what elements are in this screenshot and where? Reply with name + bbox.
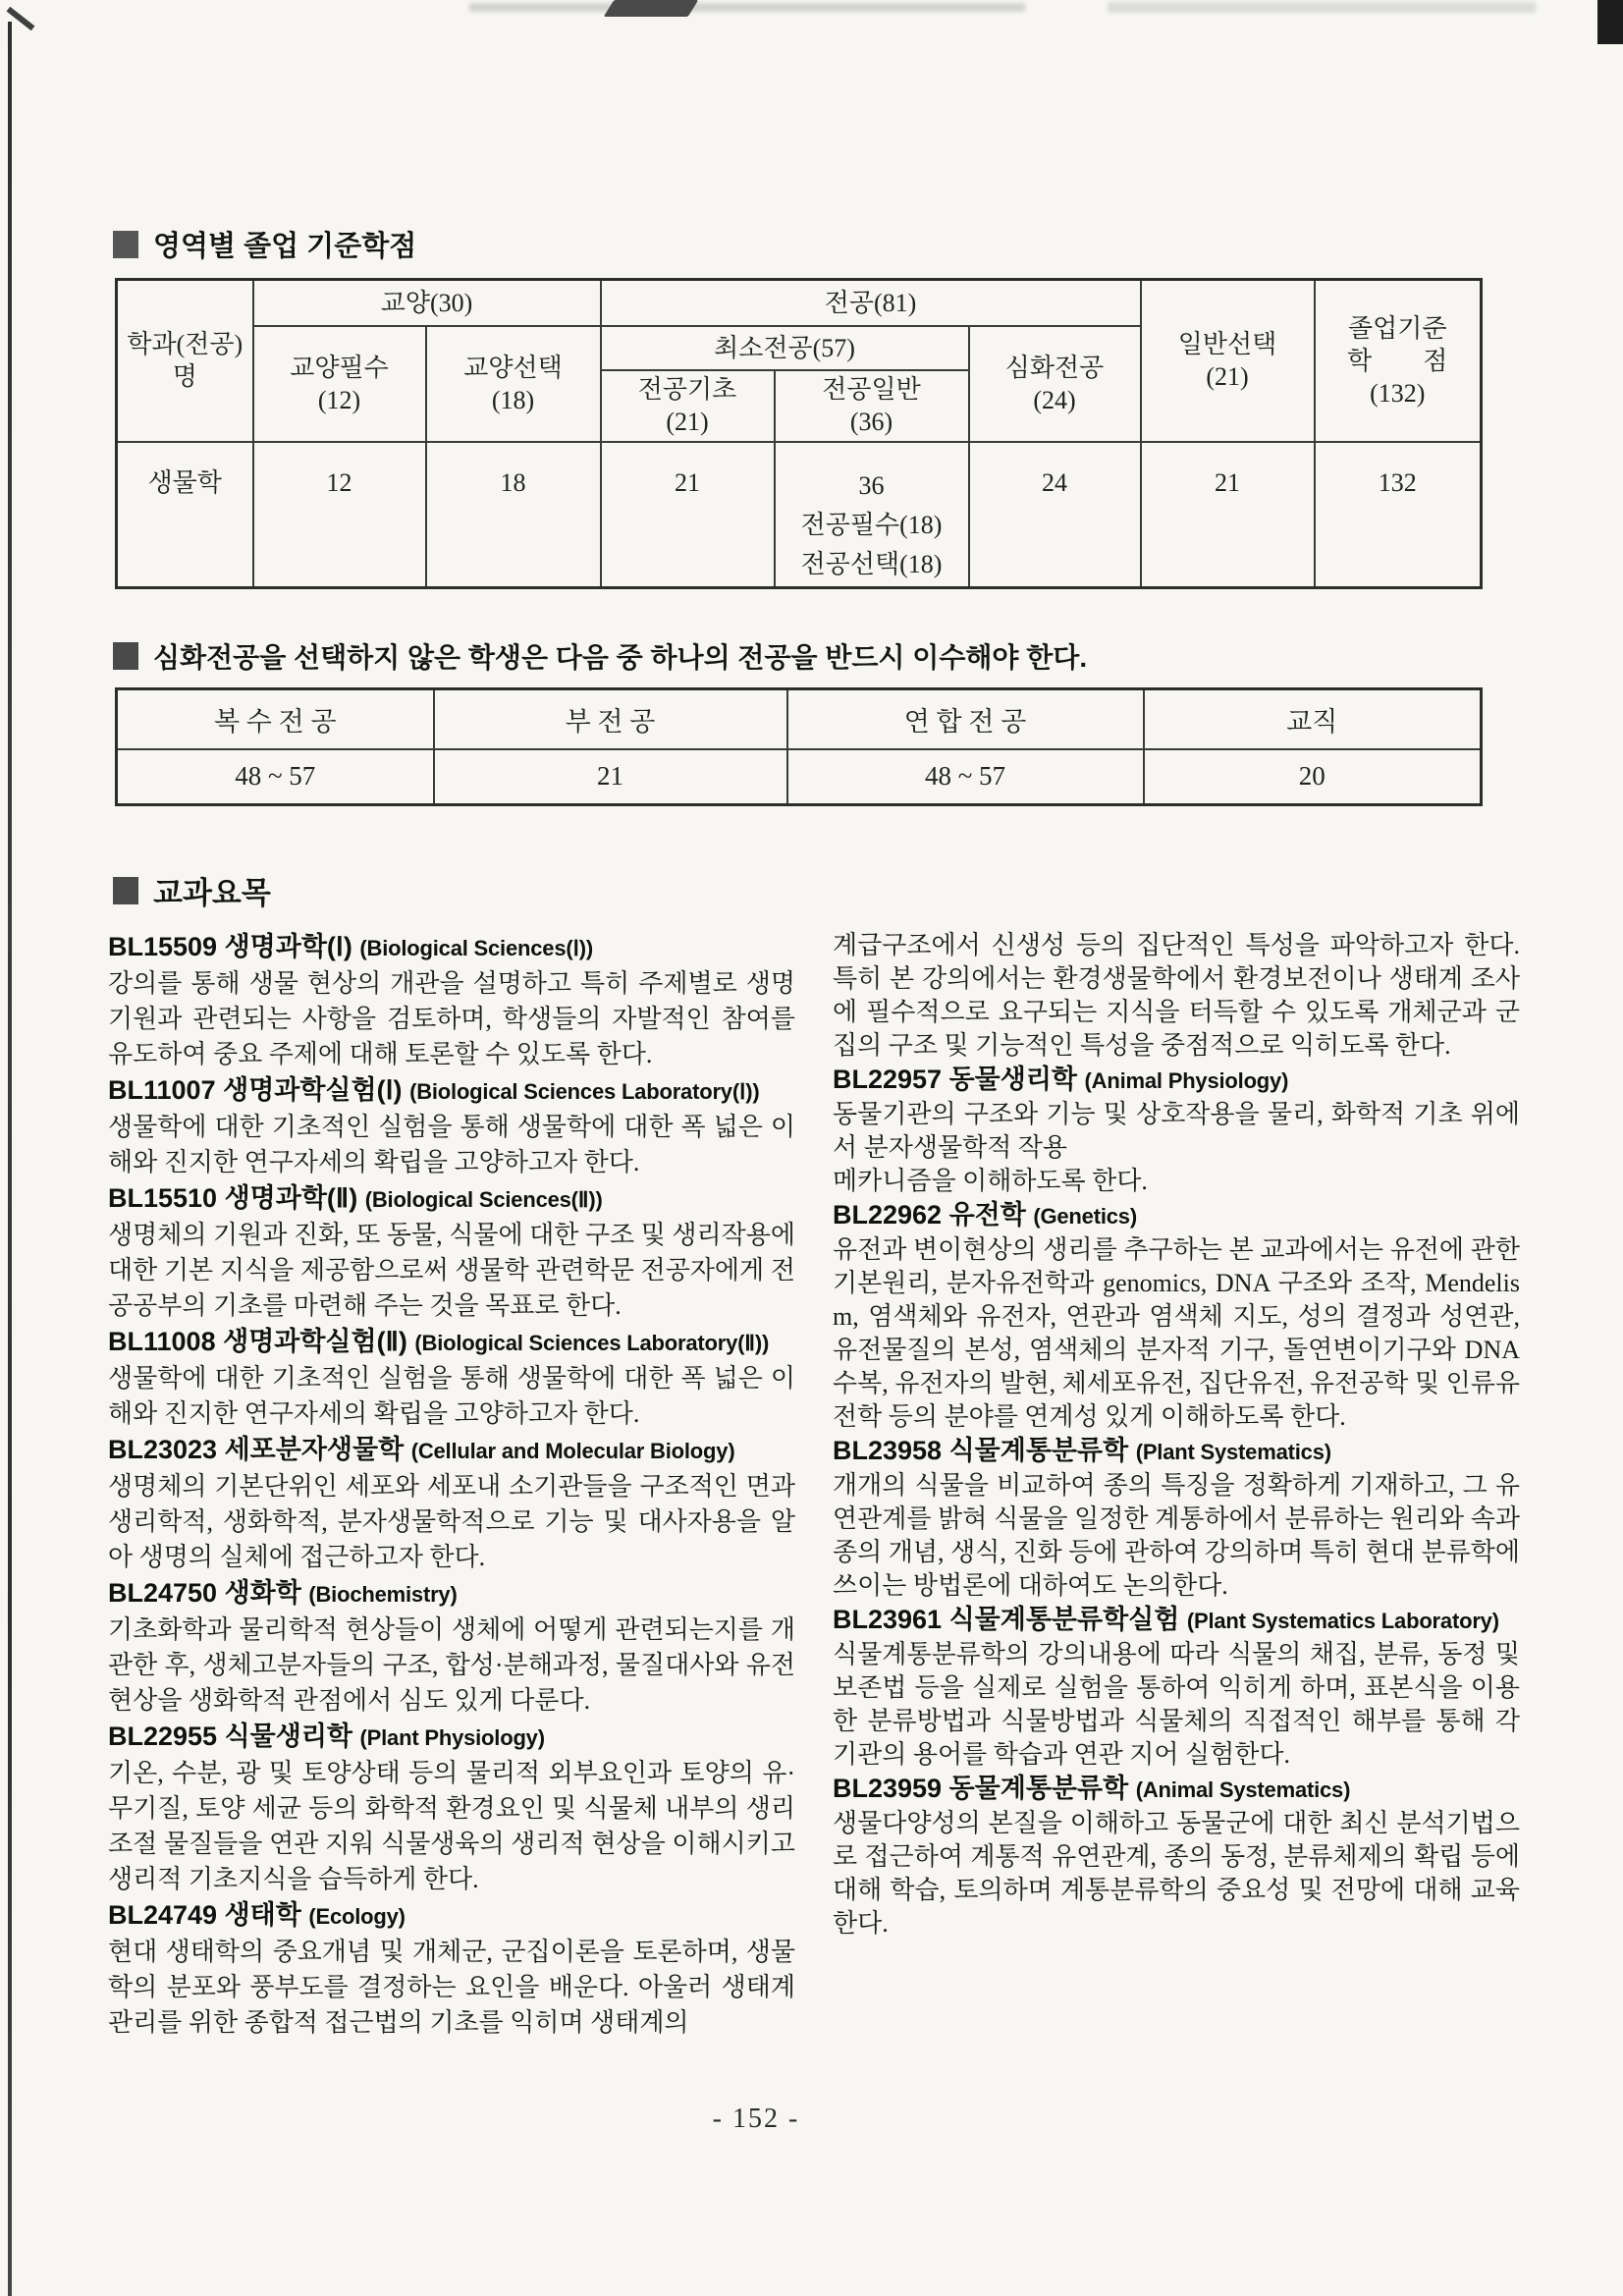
square-bullet-icon: [113, 642, 138, 670]
scan-corner-mark: [1597, 0, 1623, 44]
th-liberal-required-credits: (12): [317, 385, 361, 414]
course-title: [108, 1180, 795, 1218]
th-dept: 학과(전공)명: [117, 280, 253, 442]
course-name-en: (Biological Sciences(Ⅱ)): [364, 1187, 603, 1212]
th-double-major: 복 수 전 공: [117, 689, 434, 749]
cell-major-general: [775, 442, 969, 588]
course-item: [833, 1434, 1520, 1603]
course-code: BL22962: [833, 1200, 943, 1230]
scan-smudge-band: [1108, 2, 1536, 13]
course-description: 현대 생태학의 중요개념 및 개체군, 군집이론을 토론하며, 생물학의 분포와 풍부도를 결정하는 요인을 배운다. 아울러 생태계 관리를 위한 종합적 접근법의 기초를 익히며 생태계의: [108, 1938, 795, 2037]
course-title: [108, 1719, 795, 1756]
section-heading-courses: [113, 868, 271, 912]
section-heading-credits-text: 영역별 졸업 기준학점: [153, 231, 417, 262]
course-description: 개개의 식물을 비교하여 종의 특징을 정확하게 기재하고, 그 유연관계를 밝혀 식물을 일정한 계통하에서 분류하는 원리와 속과 종의 개념, 생식, 진화 등에 관하여 강의하며 특히 현대 분류학에 쓰이는 방법론에 대하여도 논의한다.: [833, 1471, 1520, 1600]
th-graduation-credits: (132): [1370, 378, 1426, 408]
cell-major-general-required: 전공필수(18): [800, 510, 943, 539]
credits-table: [115, 278, 1483, 589]
th-general-elective: [1141, 280, 1315, 442]
section-heading-courses-text: 교과요목: [153, 876, 271, 910]
cell-liberal-elective: 18: [426, 442, 601, 588]
table-row: [117, 749, 1482, 805]
course-description: 메카니즘을 이해하도록 한다.: [833, 1167, 1148, 1195]
course-description: 동물기관의 구조와 기능 및 상호작용을 물리, 화학적 기초 위에서 분자생물학적 작용: [833, 1100, 1520, 1162]
cell-minor: 21: [434, 749, 787, 805]
course-description: 생명체의 기원과 진화, 또 동물, 식물에 대한 구조 및 생리작용에 대한 기본 지식을 제공함으로써 생물학 관련학문 전공자에게 전공공부의 기초를 마련해 주는 것을 목표로 한다.: [108, 1221, 795, 1320]
course-description-continuation: 계급구조에서 신생성 등의 집단적인 특성을 파악하고자 한다. 특히 본 강의에서는 환경생물학에서 환경보전이나 생태계 조사에 필수적으로 요구되는 지식을 터득할 수 있도록 개체군과 군집의 구조 및 기능적인 특성을 중점적으로 익히도록 한다.: [833, 931, 1520, 1060]
course-item: [108, 1180, 795, 1324]
course-title: [833, 1772, 1520, 1807]
square-bullet-icon: [113, 877, 138, 904]
course-description: 강의를 통해 생물 현상의 개관을 설명하고 특히 주제별로 생명기원과 관련되는 사항을 검토하며, 학생들의 자발적인 참여를 유도하여 중요 주제에 대해 토론할 수 있도록 한다.: [108, 969, 795, 1068]
th-general-elective-label: 일반선택: [1177, 330, 1277, 359]
course-description: 생물다양성의 본질을 이해하고 동물군에 대한 최신 분석기법으로 접근하여 계통적 유연관계, 종의 동정, 분류체제의 확립 등에 대해 학습, 토의하며 계통분류학의 중요성 및 전망에 대해 교육한다.: [833, 1809, 1520, 1938]
course-code: BL23961: [833, 1605, 943, 1634]
course-title: [108, 1324, 795, 1361]
section-heading-credits: [113, 224, 416, 264]
course-column-left: [108, 929, 795, 2041]
course-name-en: (Animal Systematics): [1135, 1777, 1351, 1802]
course-item: [833, 1198, 1520, 1434]
course-name-en: (Plant Physiology): [359, 1725, 545, 1750]
page-number: - 152 -: [712, 2104, 800, 2134]
th-major-general-credits: (36): [849, 408, 893, 436]
course-item: [108, 929, 795, 1072]
th-liberal-required: [253, 326, 426, 442]
th-liberal-elective-credits: (18): [491, 385, 535, 414]
course-description: 유전과 변이현상의 생리를 추구하는 본 교과에서는 유전에 관한 기본원리, 분자유전학과 genomics, DNA 구조와 조작, Mendelism, 염색체와 유전자, 연관과 염색체 지도, 성의 결정과 성연관, 유전물질의 본성, 염색체의 분자적 기구, 돌연변이기구와 DNA수복, 유전자의 발현, 체세포유전, 집단유전, 유전공학 및 인류유전학 등의 분야를 연계성 있게 이해하도록 한다.: [833, 1235, 1520, 1431]
course-item: [108, 1575, 795, 1719]
cell-major-general-elective: 전공선택(18): [800, 549, 943, 578]
course-title: [108, 1575, 795, 1613]
course-code: BL24750: [108, 1578, 218, 1608]
th-liberal-group: 교양(30): [253, 280, 601, 326]
th-major-general-label: 전공일반: [822, 375, 921, 404]
cell-major-general-total: 36: [858, 470, 885, 500]
course-item: [833, 1603, 1520, 1772]
course-name-en: (Animal Physiology): [1084, 1068, 1289, 1093]
course-name-kr: 생화학: [224, 1578, 301, 1608]
th-major-group: 전공(81): [601, 280, 1141, 326]
course-name-en: (Biological Sciences(Ⅰ)): [359, 936, 594, 960]
course-name-kr: 세포분자생물학: [224, 1435, 405, 1464]
course-name-kr: 생명과학실험(Ⅱ): [223, 1327, 407, 1356]
th-liberal-elective: [426, 326, 601, 442]
course-code: BL24749: [108, 1900, 218, 1930]
course-title: [108, 1072, 795, 1110]
course-name-kr: 식물계통분류학: [948, 1436, 1129, 1465]
th-minor: 부 전 공: [434, 689, 787, 749]
scan-edge-line: [8, 22, 12, 2296]
course-title: [108, 929, 795, 966]
scan-smudge-band: [469, 3, 1025, 12]
cell-major-basic: 21: [601, 442, 775, 588]
course-title: [833, 1434, 1520, 1469]
th-min-major-group: 최소전공(57): [601, 326, 969, 370]
th-graduation-line2: 학 점: [1347, 346, 1448, 375]
course-code: BL15509: [108, 932, 218, 961]
course-title: [833, 1063, 1520, 1098]
course-column-right: [833, 929, 1520, 1941]
th-graduation-total: [1315, 280, 1482, 442]
course-item: [108, 1432, 795, 1575]
course-name-en: (Plant Systematics Laboratory): [1186, 1609, 1499, 1633]
th-graduation-line1: 졸업기준: [1348, 313, 1447, 343]
course-item: [833, 1772, 1520, 1941]
th-major-general: [775, 370, 969, 442]
th-intensive-major: [969, 326, 1141, 442]
course-title: [108, 1432, 795, 1469]
course-code: BL11008: [108, 1327, 216, 1356]
alt-major-table: [115, 687, 1483, 806]
th-liberal-required-label: 교양필수: [290, 353, 389, 382]
course-name-kr: 생명과학실험(Ⅰ): [223, 1075, 403, 1105]
cell-joint-major: 48 ~ 57: [787, 749, 1144, 805]
course-name-en: (Plant Systematics): [1135, 1440, 1331, 1464]
course-code: BL23958: [833, 1436, 943, 1465]
cell-intensive-major: 24: [969, 442, 1141, 588]
course-title: [833, 1603, 1520, 1638]
section-heading-alt-major: [113, 636, 1087, 676]
course-item: [108, 1324, 795, 1432]
th-joint-major: 연 합 전 공: [787, 689, 1144, 749]
course-name-en: (Genetics): [1033, 1204, 1137, 1229]
th-major-basic: [601, 370, 775, 442]
course-name-kr: 생명과학(Ⅰ): [224, 932, 352, 961]
course-description: 기온, 수분, 광 및 토양상태 등의 물리적 외부요인과 토양의 유·무기질, 토양 세균 등의 화학적 환경요인 및 식물체 내부의 생리조절 물질들을 연관 지워 식물생육의 생리적 현상을 이해시키고 생리적 기초지식을 습득하게 한다.: [108, 1759, 795, 1893]
th-liberal-elective-label: 교양선택: [463, 353, 563, 382]
course-code: BL11007: [108, 1075, 216, 1105]
th-major-basic-credits: (21): [666, 408, 709, 436]
th-general-elective-credits: (21): [1206, 362, 1249, 392]
course-name-kr: 유전학: [948, 1200, 1026, 1230]
cell-dept: 생물학: [117, 442, 253, 588]
course-item: [833, 1063, 1520, 1198]
course-item: [108, 1897, 795, 2041]
cell-grad-total: 132: [1315, 442, 1482, 588]
square-bullet-icon: [113, 231, 138, 258]
course-description: 생명체의 기본단위인 세포와 세포내 소기관들을 구조적인 면과 생리학적, 생화학적, 분자생물학적으로 기능 및 대사자용을 알아 생명의 실체에 접근하고자 한다.: [108, 1472, 795, 1571]
course-name-kr: 동물계통분류학: [948, 1774, 1129, 1803]
course-name-kr: 생명과학(Ⅱ): [224, 1183, 358, 1213]
th-intensive-major-credits: (24): [1033, 385, 1076, 414]
course-name-kr: 식물계통분류학실험: [948, 1605, 1180, 1634]
th-intensive-major-label: 심화전공: [1004, 353, 1105, 382]
th-teaching: 교직: [1144, 689, 1482, 749]
cell-liberal-required: 12: [253, 442, 426, 588]
course-code: BL22957: [833, 1065, 943, 1094]
course-code: BL15510: [108, 1183, 218, 1213]
section-heading-alt-major-text: 심화전공을 선택하지 않은 학생은 다음 중 하나의 전공을 반드시 이수해야 한다.: [153, 642, 1088, 673]
course-item: [108, 1072, 795, 1180]
course-name-kr: 식물생리학: [224, 1722, 353, 1751]
table-header-row: [117, 689, 1482, 749]
course-name-en: (Biological Sciences Laboratory(Ⅱ)): [414, 1331, 770, 1355]
course-name-en: (Biological Sciences Laboratory(Ⅰ)): [409, 1079, 760, 1104]
cell-double-major: 48 ~ 57: [117, 749, 434, 805]
course-description: 생물학에 대한 기초적인 실험을 통해 생물학에 대한 폭 넓은 이해와 진지한 연구자세의 확립을 고양하고자 한다.: [108, 1113, 795, 1176]
course-description: 식물계통분류학의 강의내용에 따라 식물의 채집, 분류, 동정 및 보존법 등을 실제로 실험을 통하여 익히게 하며, 표본식을 이용한 분류방법과 식물방법과 식물체의 직접적인 해부를 통해 각 기관의 용어를 학습과 연관 지어 실험한다.: [833, 1640, 1520, 1769]
cell-teaching: 20: [1144, 749, 1482, 805]
table-row: [117, 442, 1482, 588]
scan-smudge-dark: [604, 0, 699, 17]
course-description: 생물학에 대한 기초적인 실험을 통해 생물학에 대한 폭 넓은 이해와 진지한 연구자세의 확립을 고양하고자 한다.: [108, 1364, 795, 1428]
cell-general-elective: 21: [1141, 442, 1315, 588]
course-title: [108, 1897, 795, 1935]
course-title: [833, 1198, 1520, 1233]
course-name-en: (Ecology): [308, 1904, 406, 1929]
course-code: BL22955: [108, 1722, 218, 1751]
course-name-kr: 동물생리학: [948, 1065, 1078, 1094]
course-item: [108, 1719, 795, 1897]
course-name-kr: 생태학: [224, 1900, 301, 1930]
course-description: 기초화학과 물리학적 현상들이 생체에 어떻게 관련되는지를 개관한 후, 생체고분자들의 구조, 합성·분해과정, 물질대사와 유전현상을 생화학적 관점에서 심도 있게 다룬다.: [108, 1615, 795, 1715]
course-code: BL23023: [108, 1435, 218, 1464]
course-name-en: (Cellular and Molecular Biology): [410, 1439, 735, 1463]
th-major-basic-label: 전공기초: [637, 375, 737, 404]
course-code: BL23959: [833, 1774, 943, 1803]
course-name-en: (Biochemistry): [308, 1582, 458, 1607]
